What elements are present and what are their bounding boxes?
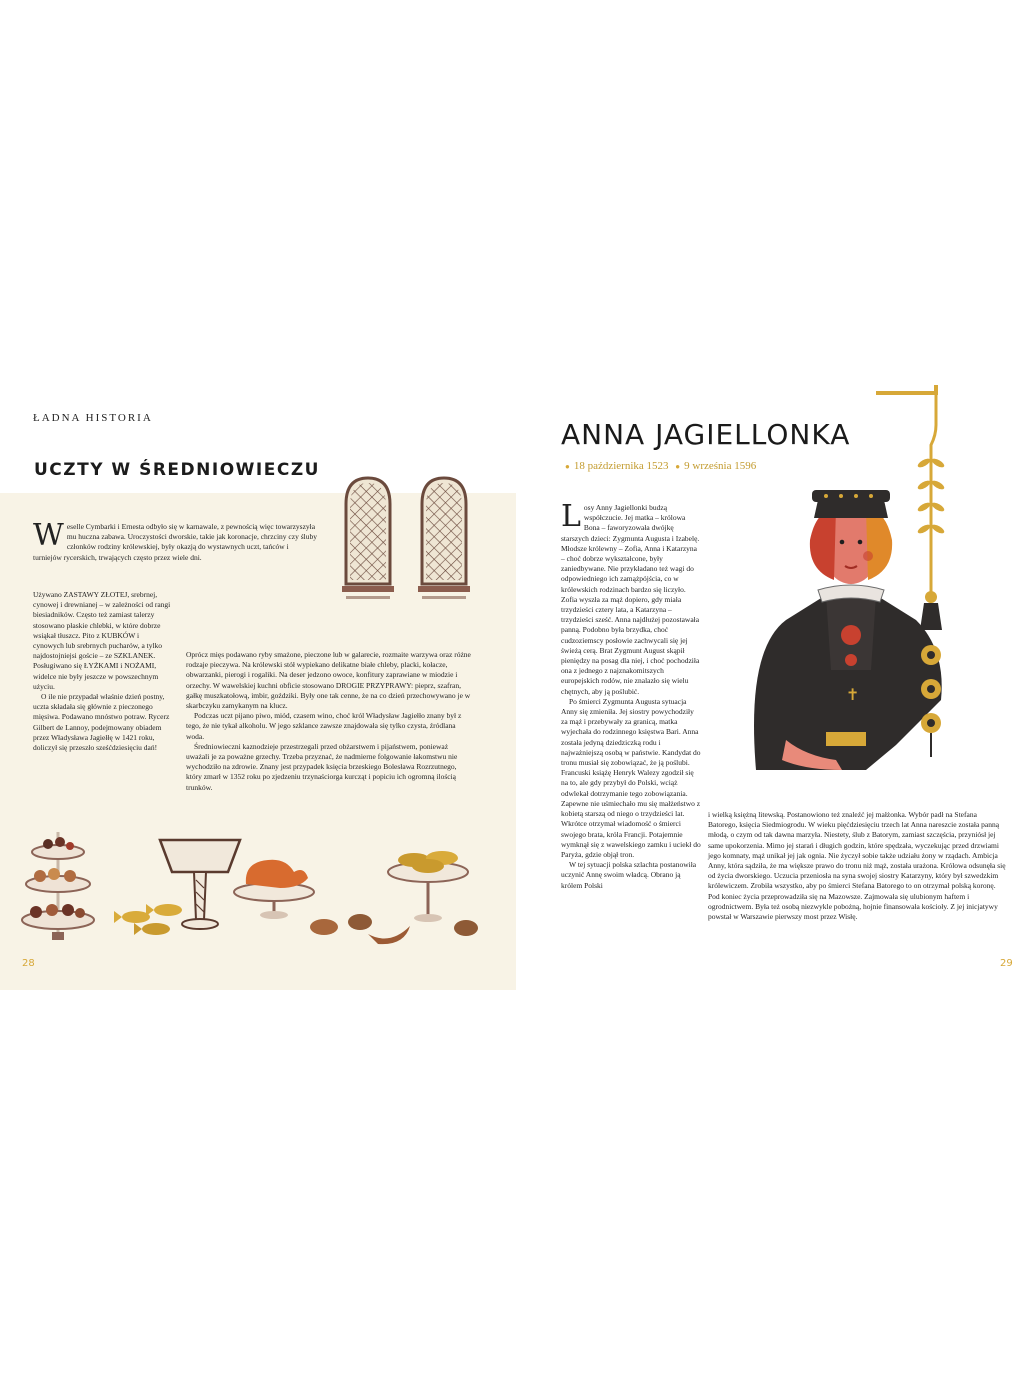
paragraph: Podczas uczt pijano piwo, miód, czasem wino, choć król Władysław Jagiełło znany był z tego, że nie tykał alkoholu. W jego szklance zawsze znajdowała się tylko czysta, źródlana woda. [186,711,462,741]
paragraph: Średniowieczni kaznodzieje przestrzegali przed obżarstwem i pijaństwem, ponieważ uważali je za poważne grzechy. Trzeba przyznać, że nadmierne folgowanie łakomstwu nie wychodziło na zdrowie. Znany jest przypadek księcia brzeskiego Bolesława Rozrzutnego, który zmarł w 1352 roku po zjedzeniu trzynaściorga kurcząt i popiciu ich ogromną ilością trunków. [186,741,458,792]
page-number: 28 [22,958,35,969]
paragraph: Po śmierci Zygmunta Augusta sytuacja Anny się zmieniła. Jej siostry powychodziły za mąż i przebywały za granicą, matka wyjechała do rodzinnego księstwa Bari. Anna została jedyną dziedziczką rodu i najważniejszą osobą w państwie. Kandydat do tronu musiał się zobowiązać, że ją poślubi. Francuski książę Henryk Walezy zgodził się na to, ale gdy przybył do Polski, wciąż odwlekał dotrzymanie tego zobowiązania. Zapewne nie uśmiechało mu się małżeństwo z kobietą starszą od niego o trzydzieści lat. Wkrótce otrzymał wiadomość o śmierci swojego brata, króla Francji. Potajemnie wymknął się z wawelskiego zamku i uciekł do Paryża, gdzie objął tron. [561,696,701,859]
right-page [516,0,1032,1378]
birth-dot-icon: ● [565,461,570,471]
birth-date: 18 października 1523 [573,460,669,472]
series-title: ŁADNA HISTORIA [33,412,153,424]
paragraph: O ile nie przypadał właśnie dzień postny, uczta składała się głównie z pieczonego mięsiwa. Podawano mnóstwo potraw. Rycerz Gilbert de Lannoy, podejmowany obiadem przez Władysława Jagiełłę w 1421 roku, doliczył się przeszło sześćdziesięciu dań! [33,692,170,753]
dropcap: W [33,518,64,553]
right-column-1 [561,499,701,891]
paragraph: W tej sytuacji polska szlachta postanowiła uczynić Annę swoim władcą. Obrano ją królem Polski [561,860,697,890]
death-dot-icon: ● [675,461,681,471]
right-column-2 [708,810,1008,922]
ornament-illustration [876,385,976,765]
article-title: ANNA JAGIELLONKA [561,418,851,451]
svg-text:✝: ✝ [846,685,860,704]
paragraph: osy Anny Jagiellonki budzą współczucie. Jej matka – królowa Bona – faworyzowała dwójkę starszych dzieci: Zygmunta Augusta i Izabelę. Młodsze królewny – Zofia, Anna i Katarzyna – choć dobrze wykształcone, były zaniedbywane. Nie przykładano też wagi do odpowiedniego ich zamążpójścia, co w królewskich rodzinach bardzo się liczyło. Zofia wyszła za mąż dopiero, gdy miała trzydzieści cztery lata, a Katarzyna – trzydzieści sześć. Anna najdłużej pozostawała panną. Podobno była brzydka, choć cudzoziemscy posłowie zachwycali się jej świeżą cerą. Brat Zygmunt August skąpił pieniędzy na posag dla niej, i choć pochodziła ona z jednego z najznakomitszych europejskich rodów, nie znalazło się wielu chętnych, aby ją poślubić. [561,503,700,696]
life-dates [561,460,756,472]
article-title: UCZTY W ŚREDNIOWIECZU [34,460,320,480]
death-date: 9 września 1596 [684,460,757,472]
flower-icon [921,645,941,733]
left-column-2 [186,650,471,793]
dropcap: L [561,499,581,534]
page-number: 29 [1000,958,1013,969]
windows-illustration [338,474,488,604]
feast-illustration [18,822,498,952]
roast-chicken-icon [234,860,314,919]
cake-stand-icon [22,832,94,940]
left-column-1 [33,590,171,753]
intro-paragraph: W eselle Cymbarki i Ernesta odbyło się w karnawale, z pewnością więc towarzyszyła mu huczna zabawa. Uroczystości dworskie, takie jak koronacje, chrzciny czy śluby członków rodziny królewskiej, były okazją do wystawnych uczt, tańców i turniejów rycerskich, trwających często przez wiele dni. [33,518,317,562]
paragraph: Oprócz mięs podawano ryby smażone, pieczone lub w galarecie, rozmaite warzywa oraz różne rodzaje pieczywa. Na królewski stół wypiekano delikatne białe chleby, placki, kołacze, obwarzanki, pierogi i rogaliki. Na deser jedzono owoce, konfitury zaprawiane w miodzie i orzechy. W wawelskiej kuchni obficie stosowano DROGIE PRZYPRAWY: pieprz, szafran, gałkę muszkatołową, imbir, goździki. Były one tak cenne, że na co dzień przechowywano je w skarbczyku zamykanym na klucz. [186,650,471,711]
bread-icon [310,914,478,944]
fish-plate-icon [388,851,468,922]
paragraph: i wielką księżną litewską. Postanowiono też znaleźć jej małżonka. Wybór padł na Stefana Batorego, księcia Siedmiogrodu. W wieku pięćdziesięciu trzech lat Anna nareszcie została panną młodą, o czym od tak dawna marzyła. Niestety, ślub z Batorym, zamiast szczęścia, przyniósł jej same upokorzenia. Mimo jej starań i długich godzin, które spędzała, wyczekując przed drzwiami jego komnaty, mąż unikał jej jak ognia. Nie życzył sobie także udziału żony w rządach. Ambicja Anny, która sądziła, że ma większe prawo do tronu niż mąż, została urażona. Królowa odsunęła się od życia dworskiego. Uczucia przeniosła na syna swojej siostry Katarzyny, który był szwedzkim królewiczem. Zrobiła wszystko, aby po śmierci Stefana Batorego to on otrzymał polską koronę. Pod koniec życia przeprowadziła się na Mazowsze. Zajmowała się ulubionym haftem i ogrodnictwem. Była też osobą niezwykle pobożną, hojnie finansowała kościoły. Z jej inicjatywy powstał w Warszawie pierwszy most przez Wisłę. [708,810,1006,922]
paragraph: Używano ZASTAWY ZŁOTEJ, srebrnej, cynowej i drewnianej – w zależności od rangi biesiadników. Często też zamiast talerzy stosowano płaskie chlebki, w które dobrze wsiąkał tłuszcz. Pito z KUBKÓW i cynowych lub srebrnych pucharów, a tylko najdostojniejsi goście – ze SZKLANEK. Posługiwano się ŁYŻKAMI i NOŻAMI, widelce nie były jeszcze w powszechnym użyciu. [33,590,171,691]
fish-icon [114,904,182,935]
